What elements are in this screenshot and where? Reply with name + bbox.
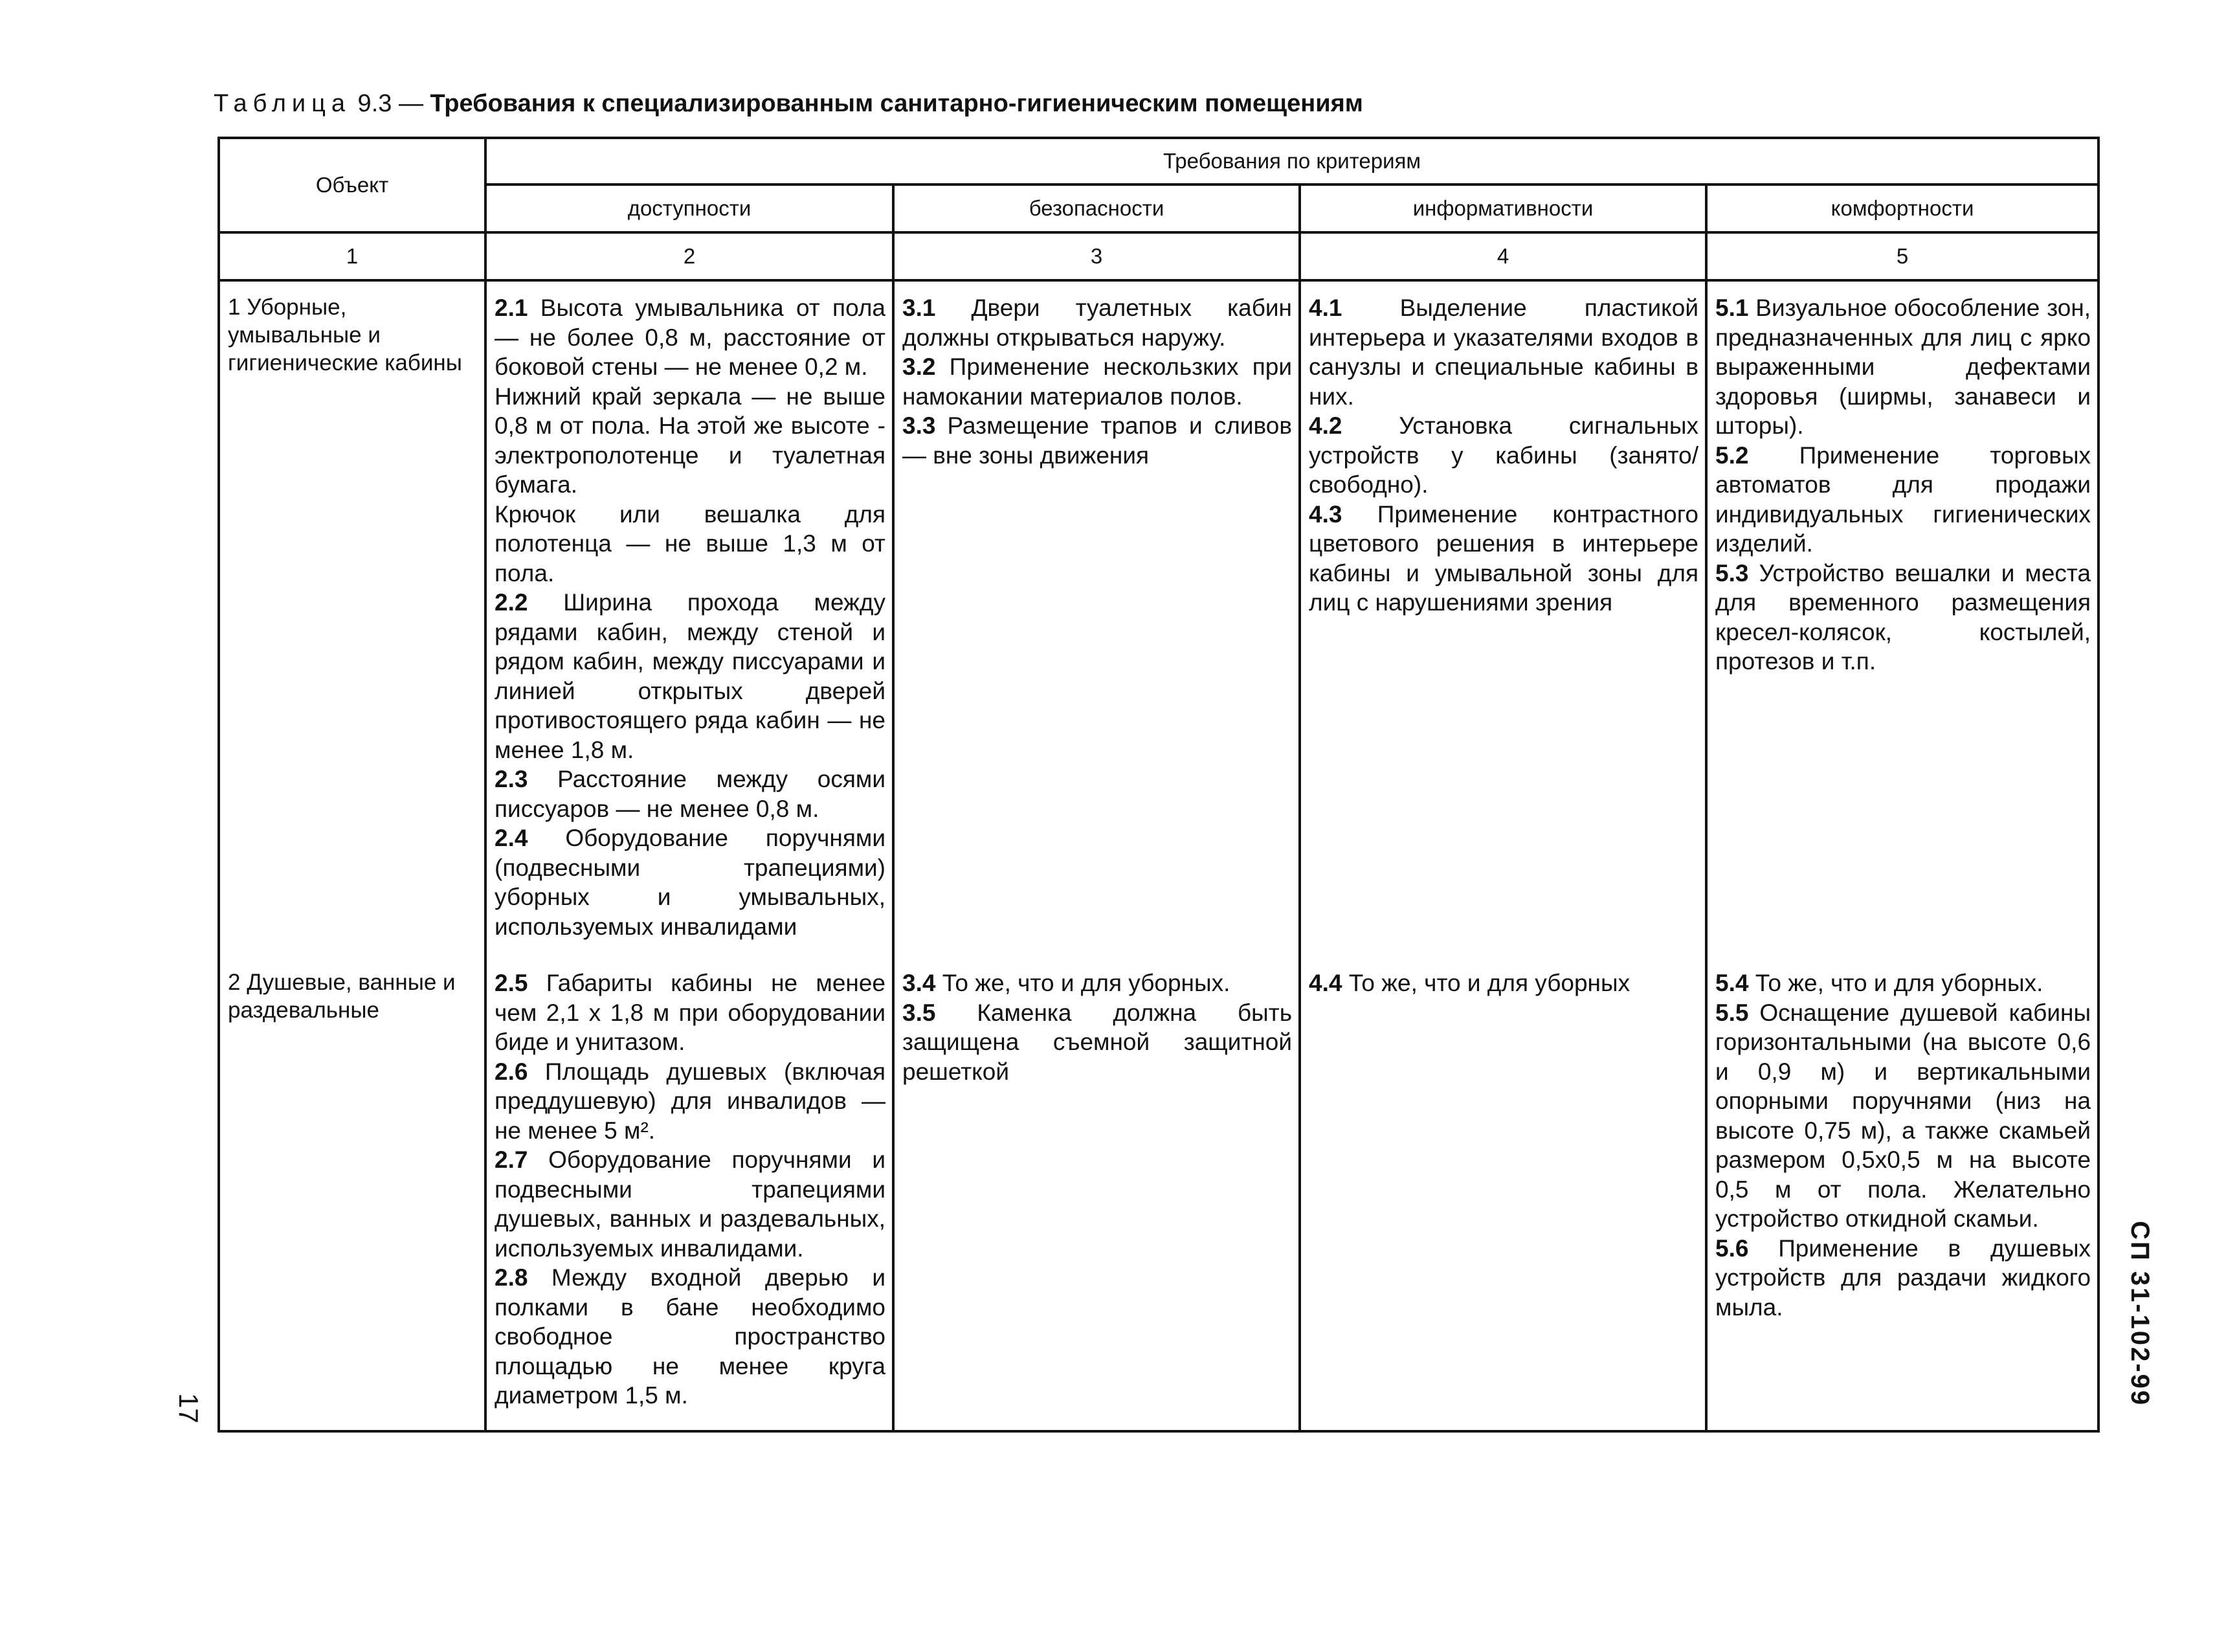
clause-number: 2.4: [495, 825, 528, 851]
requirement-paragraph: [1715, 559, 2091, 676]
clause-number: 4.2: [1309, 412, 1342, 439]
column-number: 3: [893, 232, 1300, 280]
clause-number: 5.4: [1715, 970, 1749, 996]
requirement-paragraph: [1309, 968, 1698, 998]
clause-number: 5.1: [1715, 295, 1749, 321]
req-cell: [1300, 961, 1706, 1431]
clause-text: Высота умывальника от пола — не более 0,8 м, расстояние от боковой стены — не менее 0,2 м.: [495, 295, 885, 380]
requirement-paragraph: [1715, 998, 2091, 1234]
requirement-paragraph: [902, 293, 1292, 352]
requirement-paragraph: [495, 823, 885, 941]
requirement-paragraph: [495, 1263, 885, 1411]
clause-number: 5.5: [1715, 999, 1749, 1026]
clause-text: Двери туалетных кабин должны открываться наружу.: [902, 295, 1292, 351]
clause-text: Оборудование поручнями и подвесными трапециями душевых, ванных и раздевальных, используемых инвалидами.: [495, 1146, 885, 1262]
table-caption: [214, 89, 1363, 119]
requirement-paragraph: [1715, 968, 2091, 998]
req-cell: [1706, 280, 2098, 961]
requirement-paragraph: [902, 968, 1292, 998]
requirement-paragraph: [495, 382, 885, 500]
clause-text: Визуальное обособление зон, предназначенных для лиц с ярко выраженными дефектами здоровья (ширмы, занавеси и шторы).: [1715, 295, 2091, 439]
document-code: СП 31-102-99: [2126, 1221, 2154, 1407]
clause-number: 5.3: [1715, 559, 1749, 586]
clause-number: 2.5: [495, 970, 528, 996]
clause-text: Ширина прохода между рядами кабин, между стеной и рядом кабин, между писсуарами и линией открытых дверей противостоящего ряда кабин — не менее 1,8 м.: [495, 589, 885, 763]
clause-text: Выделение пластикой интерьера и указателями входов в санузлы и специальные кабины в них.: [1309, 295, 1698, 410]
clause-number: 2.1: [495, 295, 528, 321]
clause-text: То же, что и для уборных.: [1748, 970, 2043, 996]
caption-title: Требования к специализированным санитарно-гигиеническим помещениям: [430, 90, 1363, 117]
clause-text: Применение нескользких при намокании материалов полов.: [902, 353, 1292, 410]
clause-text: То же, что и для уборных: [1342, 970, 1630, 996]
clause-text: Нижний край зеркала — не выше 0,8 м от пола. На этой же высоте - электрополотенце и туалетная бумага.: [495, 383, 885, 498]
requirement-paragraph: [1309, 500, 1698, 618]
requirement-paragraph: [902, 352, 1292, 411]
clause-number: 4.1: [1309, 295, 1342, 321]
clause-text: Между входной дверью и полками в бане необходимо свободное пространство площадью не менее круга диаметром 1,5 м.: [495, 1264, 885, 1409]
column-number: 4: [1300, 232, 1706, 280]
requirement-paragraph: [495, 765, 885, 823]
clause-number: 4.4: [1309, 970, 1342, 996]
clause-number: 2.8: [495, 1264, 528, 1291]
clause-number: 3.5: [902, 999, 936, 1026]
clause-number: 3.4: [902, 970, 936, 996]
requirement-paragraph: [902, 998, 1292, 1087]
requirement-paragraph: [495, 500, 885, 588]
clause-text: То же, что и для уборных.: [935, 970, 1230, 996]
requirements-table: [217, 137, 2100, 1433]
clause-number: 2.3: [495, 766, 528, 792]
clause-text: Применение в душевых устройств для раздачи жидкого мыла.: [1715, 1234, 2091, 1321]
clause-number: 5.6: [1715, 1234, 1749, 1262]
req-cell: [893, 961, 1300, 1431]
clause-text: Оборудование поручнями (подвесными трапециями) уборных и умывальных, используемых инвалидами: [495, 825, 885, 940]
req-cell: [893, 280, 1300, 961]
requirement-paragraph: [495, 968, 885, 1057]
clause-text: Размещение трапов и сливов — вне зоны движения: [902, 412, 1292, 469]
clause-text: Установка сигнальных устройств у кабины (занято/свободно).: [1309, 412, 1698, 498]
clause-text: Расстояние между осями писсуаров — не менее 0,8 м.: [495, 766, 885, 822]
column-number: 1: [219, 232, 485, 280]
table-row: [219, 961, 2098, 1431]
clause-number: 2.6: [495, 1058, 528, 1085]
object-cell: 2 Душевые, ванные и раздевальные: [219, 961, 485, 1431]
clause-text: Площадь душевых (включая преддушевую) для инвалидов — не менее 5 м².: [495, 1058, 885, 1144]
requirement-paragraph: [902, 411, 1292, 470]
caption-label: Таблица: [214, 90, 351, 117]
req-cell: [1706, 961, 2098, 1431]
req-cell: [485, 961, 893, 1431]
requirement-paragraph: [1309, 411, 1698, 500]
clause-number: 4.3: [1309, 500, 1342, 528]
clause-text: Применение торговых автоматов для продажи индивидуальных гигиенических изделий.: [1715, 441, 2091, 557]
header-col-informativeness: информативности: [1300, 184, 1706, 232]
clause-text: Оснащение душевой кабины горизонтальными (на высоте 0,6 и 0,9 м) и вертикальными опорными поручнями (низ на высоте 0,75 м), а также скамьей размером 0,5х0,5 м на высоте 0,5 м от пола. Желательно устройство откидной скамьи.: [1715, 999, 2091, 1232]
header-criteria: Требования по критериям: [485, 138, 2098, 184]
caption-number: 9.3 —: [351, 90, 430, 117]
header-object: Объект: [219, 138, 485, 232]
header-col-safety: безопасности: [893, 184, 1300, 232]
requirement-paragraph: [1715, 441, 2091, 559]
column-number: 2: [485, 232, 893, 280]
clause-number: 3.2: [902, 353, 936, 380]
clause-text: Каменка должна быть защищена съемной защитной решеткой: [902, 999, 1292, 1085]
clause-number: 5.2: [1715, 441, 1749, 469]
requirement-paragraph: [1715, 1234, 2091, 1323]
requirement-paragraph: [1715, 293, 2091, 441]
clause-text: Применение контрастного цветового решения в интерьере кабины и умывальной зоны для лиц с нарушениями зрения: [1309, 500, 1698, 616]
object-cell: 1 Уборные, умывальные и гигиенические кабины: [219, 280, 485, 961]
clause-number: 3.1: [902, 295, 936, 321]
table-row: [219, 280, 2098, 961]
req-cell: [485, 280, 893, 961]
requirement-paragraph: [1309, 293, 1698, 411]
requirement-paragraph: [495, 293, 885, 382]
req-cell: [1300, 280, 1706, 961]
header-col-comfort: комфортности: [1706, 184, 2098, 232]
clause-text: Устройство вешалки и места для временного размещения кресел-колясок, костылей, протезов и т.п.: [1715, 559, 2091, 675]
page-number: 17: [173, 1392, 204, 1423]
clause-text: Габариты кабины не менее чем 2,1 х 1,8 м при оборудовании биде и унитазом.: [495, 970, 885, 1055]
clause-text: Крючок или вешалка для полотенца — не выше 1,3 м от пола.: [495, 500, 885, 586]
requirement-paragraph: [495, 588, 885, 765]
requirement-paragraph: [495, 1145, 885, 1263]
clause-number: 3.3: [902, 412, 936, 439]
column-number: 5: [1706, 232, 2098, 280]
clause-number: 2.2: [495, 589, 528, 616]
header-col-accessibility: доступности: [485, 184, 893, 232]
requirement-paragraph: [495, 1057, 885, 1146]
clause-number: 2.7: [495, 1146, 528, 1173]
